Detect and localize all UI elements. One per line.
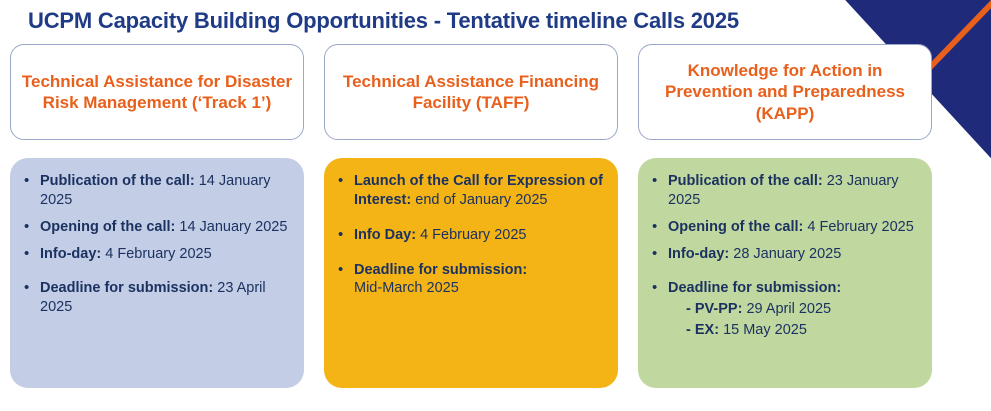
item-label: Opening of the call: [668,218,804,235]
column-body-kapp [638,158,932,388]
column-header-taff [324,44,618,140]
column-taff [324,44,618,388]
timeline-list-track1 [22,172,292,317]
column-header-label: Technical Assistance for Disaster Risk Management (‘Track 1’) [21,71,293,112]
column-body-taff [324,158,618,388]
item-value: 4 February 2025 [420,226,527,243]
item-value: 4 February 2025 [105,245,212,262]
list-item [336,172,606,210]
item-label: Opening of the call: [40,218,176,235]
column-kapp [638,44,932,388]
column-header-track1 [10,44,304,140]
subline-value: 15 May 2025 [723,322,807,339]
timeline-list-kapp [650,172,920,340]
column-header-label: Technical Assistance Financing Facility (TAFF) [342,71,600,112]
column-body-track1 [10,158,304,388]
page-title: UCPM Capacity Building Opportunities - Tentative timeline Calls 2025 [28,8,739,33]
item-label: Deadline for submission: [354,261,528,278]
column-header-label: Knowledge for Action in Prevention and Preparedness (KAPP) [665,61,905,123]
item-value: 23 April 2025 [40,280,266,316]
item-label: Publication of the call: [40,173,195,189]
item-label: Info-day: [40,245,102,262]
item-label: Info-day: [668,245,730,262]
item-value: 14 January 2025 [179,218,288,235]
item-subline [668,321,920,340]
item-label: Info Day: [354,226,417,243]
list-item [22,245,292,264]
subline-label: - EX: [686,322,720,339]
item-value: 23 January 2025 [668,173,899,208]
item-value: 4 February 2025 [807,218,914,235]
list-item [336,226,606,245]
column-track1 [10,44,304,388]
timeline-list-taff [336,172,606,298]
list-item [650,279,920,340]
item-value: Mid-March 2025 [354,280,459,297]
item-value: end of January 2025 [415,191,548,208]
item-label: Launch of the Call for Expression of Interest: [354,173,603,208]
subline-value: 29 April 2025 [746,301,832,318]
list-item [22,279,292,317]
item-value: 28 January 2025 [733,245,842,262]
list-item [650,172,920,210]
list-item [22,172,292,210]
list-item [22,218,292,237]
list-item [650,245,920,264]
item-label: Deadline for submission: [668,280,842,297]
list-item [336,261,606,299]
item-subline [668,300,920,319]
subline-label: - PV-PP: [686,301,743,318]
item-value: 14 January 2025 [40,173,271,208]
columns-container [10,44,970,388]
column-header-kapp [638,44,932,140]
item-label: Publication of the call: [668,173,823,189]
list-item [650,218,920,237]
item-label: Deadline for submission: [40,280,214,297]
